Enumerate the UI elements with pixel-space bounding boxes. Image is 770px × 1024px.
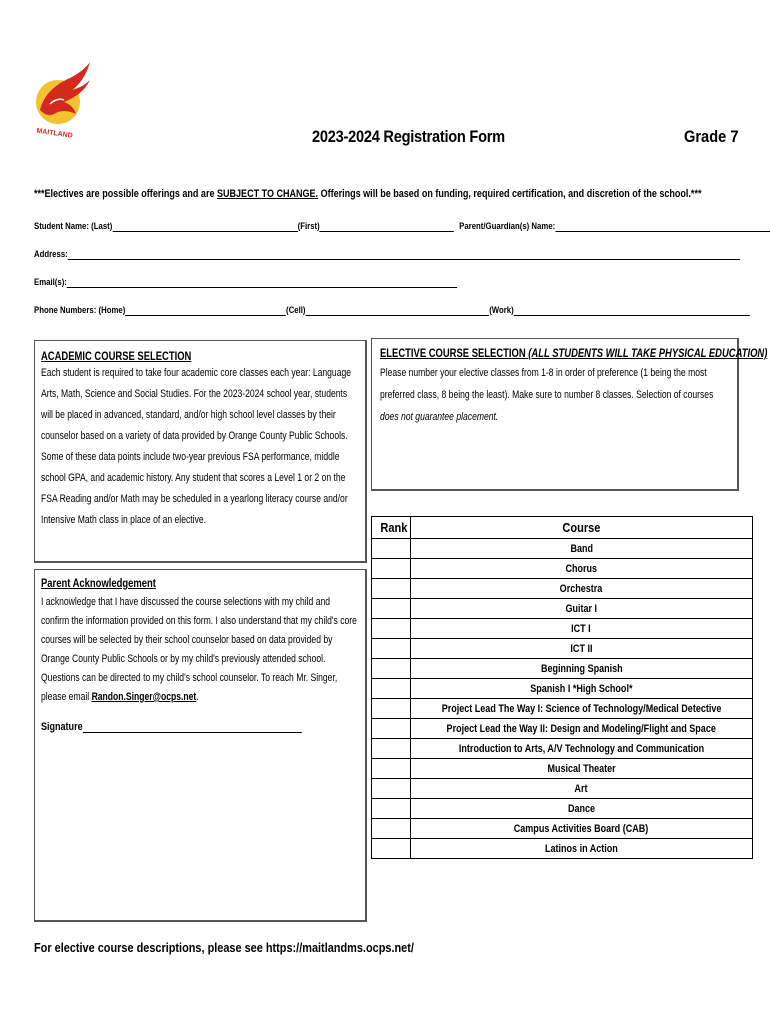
student-first-input[interactable] xyxy=(320,222,454,232)
table-row xyxy=(372,739,753,759)
rank-header: Rank xyxy=(372,517,411,539)
course-name-cell xyxy=(410,699,752,719)
course-name-cell xyxy=(410,599,752,619)
notice-underlined: SUBJECT TO CHANGE. xyxy=(216,188,319,200)
rank-input-cell[interactable] xyxy=(372,739,411,759)
table-row xyxy=(372,679,753,699)
rank-input-cell[interactable] xyxy=(372,779,411,799)
course-name-cell xyxy=(410,799,752,819)
course-name-cell xyxy=(410,619,752,639)
course-name: Beginning Spanish xyxy=(540,662,623,675)
course-name: Spanish I *High School* xyxy=(530,682,633,695)
student-first-label: (First) xyxy=(297,221,320,232)
course-name-cell xyxy=(410,559,752,579)
phone-home-label: Phone Numbers: (Home) xyxy=(34,305,126,316)
table-row xyxy=(372,599,753,619)
rank-input-cell[interactable] xyxy=(372,679,411,699)
email-input[interactable] xyxy=(67,278,457,288)
course-name: Band xyxy=(570,542,593,555)
course-name-cell xyxy=(410,659,752,679)
rank-input-cell[interactable] xyxy=(372,619,411,639)
phone-row xyxy=(34,305,750,316)
table-row xyxy=(372,579,753,599)
elective-body-main: Please number your elective classes from 1-8 in order of preference (1 being the most preferred class, 8 being the least). Make sure to number 8 classes. Selection of courses xyxy=(380,367,714,401)
student-last-input[interactable] xyxy=(112,222,297,232)
course-name-cell xyxy=(410,779,752,799)
rank-input-cell[interactable] xyxy=(372,819,411,839)
course-name-cell xyxy=(410,739,752,759)
table-row xyxy=(372,799,753,819)
guardian-input[interactable] xyxy=(555,222,770,232)
signature-row xyxy=(41,721,302,733)
address-label: Address: xyxy=(34,249,68,260)
course-name-cell xyxy=(410,759,752,779)
elective-body xyxy=(380,362,728,428)
email-row xyxy=(34,277,457,288)
signature-label: Signature xyxy=(41,721,83,733)
phone-work-input[interactable] xyxy=(514,306,750,316)
rank-input-cell[interactable] xyxy=(372,759,411,779)
phone-home-input[interactable] xyxy=(125,306,286,316)
course-name-cell xyxy=(410,639,752,659)
table-header-row xyxy=(372,517,753,539)
elective-heading xyxy=(380,348,768,360)
parent-acknowledgement-box xyxy=(34,569,367,922)
table-row xyxy=(372,559,753,579)
table-row xyxy=(372,779,753,799)
rank-input-cell[interactable] xyxy=(372,839,411,859)
table-row xyxy=(372,699,753,719)
student-name-row xyxy=(34,221,770,232)
rank-input-cell[interactable] xyxy=(372,539,411,559)
phone-cell-input[interactable] xyxy=(306,306,490,316)
course-name: Dance xyxy=(567,802,595,815)
elective-heading-main: ELECTIVE COURSE SELECTION xyxy=(380,348,526,360)
course-ranking-table xyxy=(371,516,753,859)
course-name: ICT II xyxy=(570,642,593,655)
rank-input-cell[interactable] xyxy=(372,579,411,599)
acknowledgement-heading: Parent Acknowledgement xyxy=(41,578,156,590)
course-name: Project Lead The Way I: Science of Technology/Medical Detective xyxy=(441,702,722,715)
table-row xyxy=(372,819,753,839)
academic-body: Each student is required to take four academic core classes each year: Language Arts, Math, Science and Social Studies. For the 2023-2024 school year, students will be placed in advanced, standard, and/or high school level classes by their counselor based on a variety of data provided by Orange County Public Schools. Some of these data points include two-year previous FSA performance, middle school GPA, and academic history. Any student that scores a Level 1 or 2 on the FSA Reading and/or Math may be scheduled in a yearlong literacy course and/or Intensive Math class in place of an elective. xyxy=(41,367,352,526)
rank-input-cell[interactable] xyxy=(372,799,411,819)
form-title: 2023-2024 Registration Form xyxy=(312,127,505,146)
table-row xyxy=(372,639,753,659)
phone-work-label: (Work) xyxy=(489,305,514,316)
course-name-cell xyxy=(410,719,752,739)
rank-input-cell[interactable] xyxy=(372,659,411,679)
course-name: Art xyxy=(574,782,588,795)
table-row xyxy=(372,759,753,779)
course-name-cell xyxy=(410,579,752,599)
counselor-email-link[interactable]: Randon.Singer@ocps.net xyxy=(91,691,197,703)
rank-input-cell[interactable] xyxy=(372,699,411,719)
acknowledgement-email-after: . xyxy=(196,691,199,703)
course-name-cell xyxy=(410,539,752,559)
course-name-cell xyxy=(410,819,752,839)
table-row xyxy=(372,619,753,639)
course-name: Chorus xyxy=(565,562,598,575)
guardian-label: Parent/Guardian(s) Name: xyxy=(459,221,556,232)
rank-input-cell[interactable] xyxy=(372,639,411,659)
academic-heading: ACADEMIC COURSE SELECTION xyxy=(41,351,192,363)
elective-heading-italic: (ALL STUDENTS WILL TAKE PHYSICAL EDUCATION) xyxy=(528,348,768,360)
course-name: ICT I xyxy=(571,622,592,635)
table-row xyxy=(372,539,753,559)
course-name-cell xyxy=(410,839,752,859)
course-name: Project Lead the Way II: Design and Modeling/Flight and Space xyxy=(446,722,716,735)
maitland-eagle-logo xyxy=(30,58,92,140)
logo-text: MAITLAND xyxy=(35,127,74,140)
address-row xyxy=(34,249,740,260)
elective-notice xyxy=(34,188,701,200)
elective-descriptions-footer: For elective course descriptions, please see https://maitlandms.ocps.net/ xyxy=(34,940,414,955)
rank-input-cell[interactable] xyxy=(372,719,411,739)
address-input[interactable] xyxy=(68,250,740,260)
acknowledgement-body xyxy=(41,593,358,707)
rank-input-cell[interactable] xyxy=(372,559,411,579)
course-header: Course xyxy=(410,517,752,539)
course-name: Latinos in Action xyxy=(544,842,618,855)
email-label: Email(s): xyxy=(34,277,67,288)
elective-body-italic: does not guarantee placement. xyxy=(380,411,499,423)
table-row xyxy=(372,659,753,679)
rank-input-cell[interactable] xyxy=(372,599,411,619)
table-row xyxy=(372,839,753,859)
course-name-cell xyxy=(410,679,752,699)
course-name: Musical Theater xyxy=(547,762,616,775)
phone-cell-label: (Cell) xyxy=(286,305,306,316)
elective-selection-box xyxy=(371,338,768,491)
notice-before: ***Electives are possible offerings and are xyxy=(34,188,217,200)
academic-selection-box xyxy=(34,340,367,563)
course-name: Orchestra xyxy=(560,582,603,595)
table-row xyxy=(372,719,753,739)
student-last-label: Student Name: (Last) xyxy=(34,221,113,232)
grade-label: Grade 7 xyxy=(684,127,739,146)
course-name: Introduction to Arts, A/V Technology and Communication xyxy=(458,742,704,755)
course-name: Campus Activities Board (CAB) xyxy=(514,822,649,835)
acknowledgement-text: I acknowledge that I have discussed the course selections with my child and confirm the information provided on this form. I also understand that my child's core courses will be selected by their school counselor based on data provided by Orange County Public Schools or by my child's previously attended school. Questions can be directed to my child's school counselor. To reach Mr. Singer, please email xyxy=(41,596,357,703)
signature-input[interactable] xyxy=(83,723,302,733)
course-name: Guitar I xyxy=(565,602,598,615)
notice-after: Offerings will be based on funding, required certification, and discretion of the school.*** xyxy=(318,188,702,200)
